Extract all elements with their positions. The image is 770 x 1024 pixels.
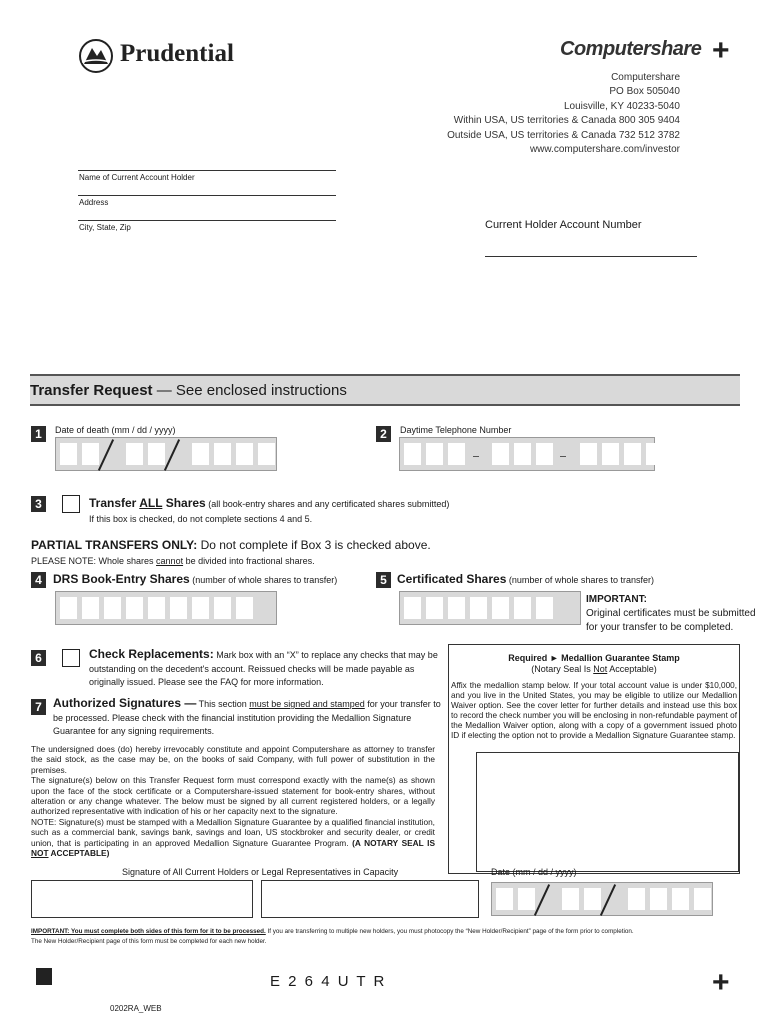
section-7-number: 7 [31, 699, 46, 715]
check-replacements-title: Check Replacements: [89, 647, 214, 661]
holder-name-label: Name of Current Account Holder [79, 173, 195, 182]
banner-title-bold: Transfer Request [30, 382, 153, 399]
auth-text-pre: This section [196, 699, 250, 709]
address-line: Outside USA, US territories & Canada 732 512 3782 [447, 129, 680, 141]
auth-text-post: for your transfer to [364, 699, 441, 709]
section-1-number: 1 [31, 426, 46, 442]
registration-plus-top: + [712, 34, 730, 67]
important-label: IMPORTANT: [586, 594, 647, 605]
medallion-required: Required ► Medallion Guarantee Stamp [508, 653, 680, 663]
form-code: E 2 6 4 U T R [270, 973, 387, 990]
important-line-1: Original certificates must be submitted [586, 608, 756, 619]
account-number-label: Current Holder Account Number [485, 219, 642, 231]
check-replacements-text-3: originally issued. Please see the FAQ for more information. [89, 677, 324, 687]
notary-post: Acceptable) [607, 664, 657, 674]
auth-text-underlined: must be signed and stamped [249, 699, 365, 709]
transfer-all-title-all: ALL [139, 496, 163, 510]
drs-title-bold: DRS Book-Entry Shares [53, 572, 190, 586]
address-line: Within USA, US territories & Canada 800 305 9404 [453, 115, 680, 127]
certificated-note: (number of whole shares to transfer) [506, 575, 654, 585]
prudential-logo [78, 38, 248, 74]
certificated-important [586, 593, 756, 635]
date-of-death-field[interactable] [55, 437, 277, 471]
partial-note-cannot: cannot [156, 556, 184, 566]
section-3-number: 3 [31, 496, 46, 512]
banner-title-rest: — See enclosed instructions [152, 382, 347, 399]
rock-icon [78, 38, 114, 74]
transfer-all-checkbox[interactable] [62, 495, 80, 513]
address-line: Computershare [611, 72, 680, 83]
notary-pre: (Notary Seal Is [531, 664, 594, 674]
legal-para-3-pre: NOTE: Signature(s) must be stamped with a Medallion Signature Guarantee by a qualified financial institution, such as a commercial bank, savings bank, savings and loan, US stockbroker and security dealer, or credit union, that is participating in an approved Medallion Signature Guarantee Program. [31, 816, 435, 848]
partial-note-pre: PLEASE NOTE: Whole shares [31, 556, 157, 566]
partial-note [31, 556, 315, 566]
web-code: 0202RA_WEB [110, 1004, 162, 1013]
partial-heading-bold: PARTIAL TRANSFERS ONLY: [31, 538, 198, 552]
check-replacements-text-2: outstanding on the decedent's account. Reissued checks will be made payable as [89, 663, 415, 674]
section-5-number: 5 [376, 572, 391, 588]
account-number-line[interactable] [485, 256, 697, 257]
legal-para-3-bold: (A NOTARY SEAL IS [352, 837, 436, 848]
drs-cells [60, 597, 258, 619]
legal-para-3-not: NOT [31, 848, 49, 859]
certificated-shares-field[interactable] [399, 591, 581, 625]
certificated-title-bold: Certificated Shares [397, 572, 507, 586]
signature-box-1[interactable] [31, 880, 253, 918]
registration-square [36, 968, 52, 985]
holder-address-label: Address [79, 198, 109, 207]
check-replacements-text [89, 648, 439, 690]
check-replacements-checkbox[interactable] [62, 649, 80, 667]
partial-note-post: be divided into fractional shares. [183, 556, 315, 566]
legal-para-3-end: ACCEPTABLE) [48, 848, 110, 859]
section-4-number: 4 [31, 572, 46, 588]
certificated-cells [404, 597, 558, 619]
phone-dash-icon [473, 456, 479, 457]
legal-text [31, 744, 435, 858]
phone-cells [404, 443, 668, 465]
legal-para-3 [31, 817, 435, 859]
phone-field[interactable] [399, 437, 655, 471]
drs-title [53, 572, 337, 586]
important-line-2: for your transfer to be completed. [586, 622, 734, 633]
computershare-address [447, 71, 680, 157]
registration-plus-bottom: + [712, 966, 730, 999]
partial-transfers-heading [31, 538, 431, 552]
section-2-number: 2 [376, 426, 391, 442]
transfer-all-title-post: Shares [162, 496, 206, 510]
transfer-all-subnote: If this box is checked, do not complete sections 4 and 5. [89, 514, 313, 524]
holder-city-line[interactable] [78, 220, 336, 221]
partial-heading-rest: Do not complete if Box 3 is checked above. [197, 538, 431, 552]
transfer-all-title [89, 496, 449, 510]
certificated-title [397, 572, 654, 586]
holder-name-line[interactable] [78, 170, 336, 171]
footer-line-2: The New Holder/Recipient page of this form must be completed for each new holder. [31, 938, 267, 945]
address-line: Louisville, KY 40233-5040 [563, 100, 680, 112]
section-banner [30, 374, 740, 406]
signature-box-2[interactable] [261, 880, 479, 918]
transfer-all-note: (all book-entry shares and any certificated shares submitted) [205, 499, 450, 509]
signature-date-field[interactable] [491, 882, 713, 916]
signature-label: Signature of All Current Holders or Legal Representatives in Capacity [122, 867, 399, 877]
medallion-notary [449, 664, 739, 674]
drs-shares-field[interactable] [55, 591, 277, 625]
medallion-stamp-area[interactable] [476, 752, 739, 872]
medallion-box [448, 644, 740, 874]
signature-date-label: Date (mm / dd / yyyy) [491, 867, 577, 877]
address-line: PO Box 505040 [609, 86, 680, 98]
holder-address-line[interactable] [78, 195, 336, 196]
footer-important [31, 927, 741, 947]
footer-important-bold: IMPORTANT: You must complete both sides of this form for it to be processed. [31, 928, 266, 935]
computershare-logo: Computershare [560, 38, 702, 60]
medallion-body: Affix the medallion stamp below. If your total account value is under $10,000, and you live in the United States, you may be eligible to utilize our Medallion Waiver option. See the cover letter for further details and instead use this box to record the check number you will be enclosing in non-refundable payment of the Medallion Waiver option, along with a copy of a government issued photo ID if electing the option not to provide a Medallion Signature Guarantee stamp. [451, 681, 737, 740]
transfer-all-title-pre: Transfer [89, 496, 140, 510]
drs-note: (number of whole shares to transfer) [189, 575, 338, 585]
legal-para-1: The undersigned does (do) hereby irrevocably constitute and appoint Computershare as attorney to transfer the said stock, as the case may be, on the books of said Company, with full power of substitution in the premises. [31, 744, 435, 775]
check-replacements-text-1: Mark box with an “X” to replace any checks that may be [213, 650, 438, 660]
legal-para-2: The signature(s) below on this Transfer Request form must correspond exactly with the name(s) as shown upon the face of the stock certificate or a Computershare-issued statement for book-entry shares, without alteration or any change whatever. The below must be signed by all current registered holders, or a legally authorized representative with indication of his or her capacity next to the signature. [31, 775, 435, 817]
auth-text-2: be processed. Please check with the financial institution providing the Medallion Signature [53, 712, 412, 723]
holder-city-label: City, State, Zip [79, 223, 131, 232]
section-6-number: 6 [31, 650, 46, 666]
banner-title [30, 382, 347, 399]
prudential-wordmark: Prudential [120, 40, 234, 67]
auth-text-3: Guarantee for any signing requirements. [53, 726, 215, 736]
notary-not: Not [593, 664, 608, 674]
phone-label: Daytime Telephone Number [400, 425, 512, 435]
phone-dash-icon [560, 456, 566, 457]
footer-important-rest: If you are transferring to multiple new holders, you must photocopy the “New Holder/Recipient” page of the form prior to completion. [265, 928, 634, 935]
authorized-signatures-text [53, 696, 441, 739]
date-of-death-label: Date of death (mm / dd / yyyy) [55, 425, 176, 435]
address-line: www.computershare.com/investor [529, 144, 680, 156]
authorized-signatures-title: Authorized Signatures — [53, 696, 197, 710]
